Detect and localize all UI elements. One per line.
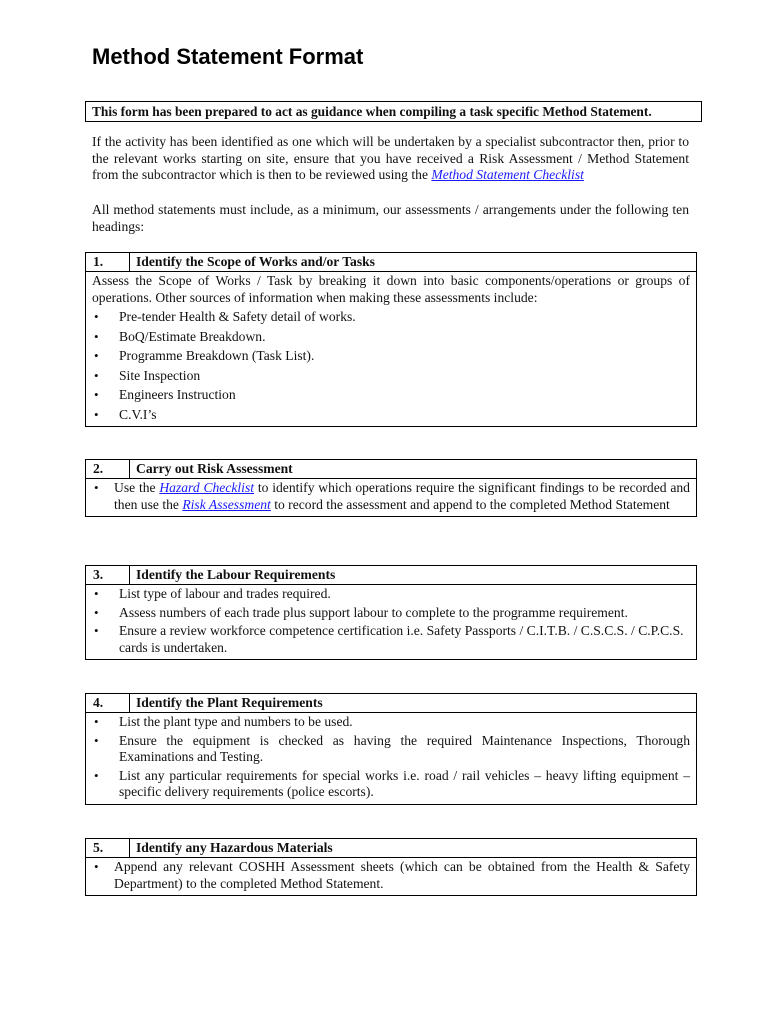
method-statement-checklist-link[interactable]: Method Statement Checklist xyxy=(431,167,584,182)
intro-paragraph-2: All method statements must include, as a minimum, our assessments / arrangements under the following ten headings: xyxy=(92,202,689,234)
bullet-icon: • xyxy=(94,767,99,783)
section-2-number: 2. xyxy=(86,460,130,478)
section-5-number: 5. xyxy=(86,839,130,857)
risk-assessment-link[interactable]: Risk Assessment xyxy=(182,496,271,512)
list-item: • Use the Hazard Checklist to identify which operations require the significant findings to be recorded and then use the Risk Assessment to record the assessment and append to the completed Method Statement xyxy=(94,480,690,512)
guidance-box: This form has been prepared to act as guidance when compiling a task specific Method Statement. xyxy=(85,101,702,122)
intro-paragraph-1-text: If the activity has been identified as one which will be undertaken by a specialist subcontractor then, prior to the relevant works starting on site, ensure that you have received a Risk Assessment / Method Statement from the subcontractor which is then to be reviewed using the xyxy=(92,134,689,182)
section-1-number: 1. xyxy=(86,253,130,271)
section-2-header xyxy=(86,460,696,479)
bullet-icon: • xyxy=(94,586,99,601)
bullet-icon: • xyxy=(94,367,99,383)
list-item: • Engineers Instruction xyxy=(94,387,236,402)
bullet-icon: • xyxy=(94,309,99,324)
section-1-body xyxy=(86,272,696,426)
bullet-icon: • xyxy=(94,859,99,874)
list-item: • Site Inspection xyxy=(94,367,201,383)
section-4 xyxy=(85,693,697,805)
list-item: • List type of labour and trades required. xyxy=(94,586,331,601)
section-1-intro: Assess the Scope of Works / Task by breaking it down into basic components/operations or groups of operations. Other sources of information when making these assessments include: xyxy=(92,273,690,305)
list-item: • C.V.I’s xyxy=(94,406,157,422)
section-5 xyxy=(85,838,697,896)
section-1-header xyxy=(86,253,696,272)
hazard-checklist-link[interactable]: Hazard Checklist xyxy=(159,480,255,495)
section-4-number: 4. xyxy=(86,694,130,712)
list-item: • List the plant type and numbers to be used. xyxy=(94,714,353,729)
section-4-body xyxy=(86,713,696,804)
bullet-icon: • xyxy=(94,406,99,422)
bullet-icon: • xyxy=(94,480,99,495)
section-1-title: Identify the Scope of Works and/or Tasks xyxy=(136,254,375,269)
section-2-list xyxy=(92,480,690,513)
list-item: • List any particular requirements for special works i.e. road / rail vehicles – heavy lifting equipment – specific delivery requirements (police escorts). xyxy=(94,767,690,799)
list-item: • Ensure the equipment is checked as having the required Maintenance Inspections, Thorough Examinations and Testing. xyxy=(94,732,690,764)
bullet-icon: • xyxy=(94,387,99,402)
section-4-title: Identify the Plant Requirements xyxy=(136,695,323,710)
section-4-header xyxy=(86,694,696,713)
section-5-body xyxy=(86,858,696,895)
section-2 xyxy=(85,459,697,517)
bullet-icon: • xyxy=(94,714,99,729)
section-1 xyxy=(85,252,697,427)
list-item: • Ensure a review workforce competence certification i.e. Safety Passports / C.I.T.B. / C.S.C.S. / C.P.C.S. cards is undertaken. xyxy=(94,623,684,655)
bullet-icon: • xyxy=(94,623,99,638)
bullet-icon: • xyxy=(94,348,99,363)
section-3-header xyxy=(86,566,696,585)
intro-paragraph-1 xyxy=(92,134,689,184)
bullet-icon: • xyxy=(94,604,99,620)
section-3-number: 3. xyxy=(86,566,130,584)
page-title: Method Statement Format xyxy=(92,44,364,69)
section-3 xyxy=(85,565,697,660)
bullet-icon: • xyxy=(94,732,99,748)
list-item: • Assess numbers of each trade plus support labour to complete to the programme requirement. xyxy=(94,604,628,620)
section-1-list xyxy=(92,309,690,423)
section-2-title: Carry out Risk Assessment xyxy=(136,461,293,476)
section-5-title: Identify any Hazardous Materials xyxy=(136,840,333,855)
section-4-list xyxy=(92,714,690,801)
section-3-body xyxy=(86,585,696,659)
list-item: • BoQ/Estimate Breakdown. xyxy=(94,328,266,344)
bullet-icon: • xyxy=(94,328,99,344)
section-5-header xyxy=(86,839,696,858)
section-2-body xyxy=(86,479,696,516)
section-3-list xyxy=(92,586,690,656)
list-item: • Programme Breakdown (Task List). xyxy=(94,348,315,363)
list-item: • Pre-tender Health & Safety detail of works. xyxy=(94,309,356,324)
list-item: • Append any relevant COSHH Assessment sheets (which can be obtained from the Health & Safety Department) to the completed Method Statement. xyxy=(94,859,690,891)
section-3-title: Identify the Labour Requirements xyxy=(136,567,336,582)
section-5-list xyxy=(92,859,690,892)
